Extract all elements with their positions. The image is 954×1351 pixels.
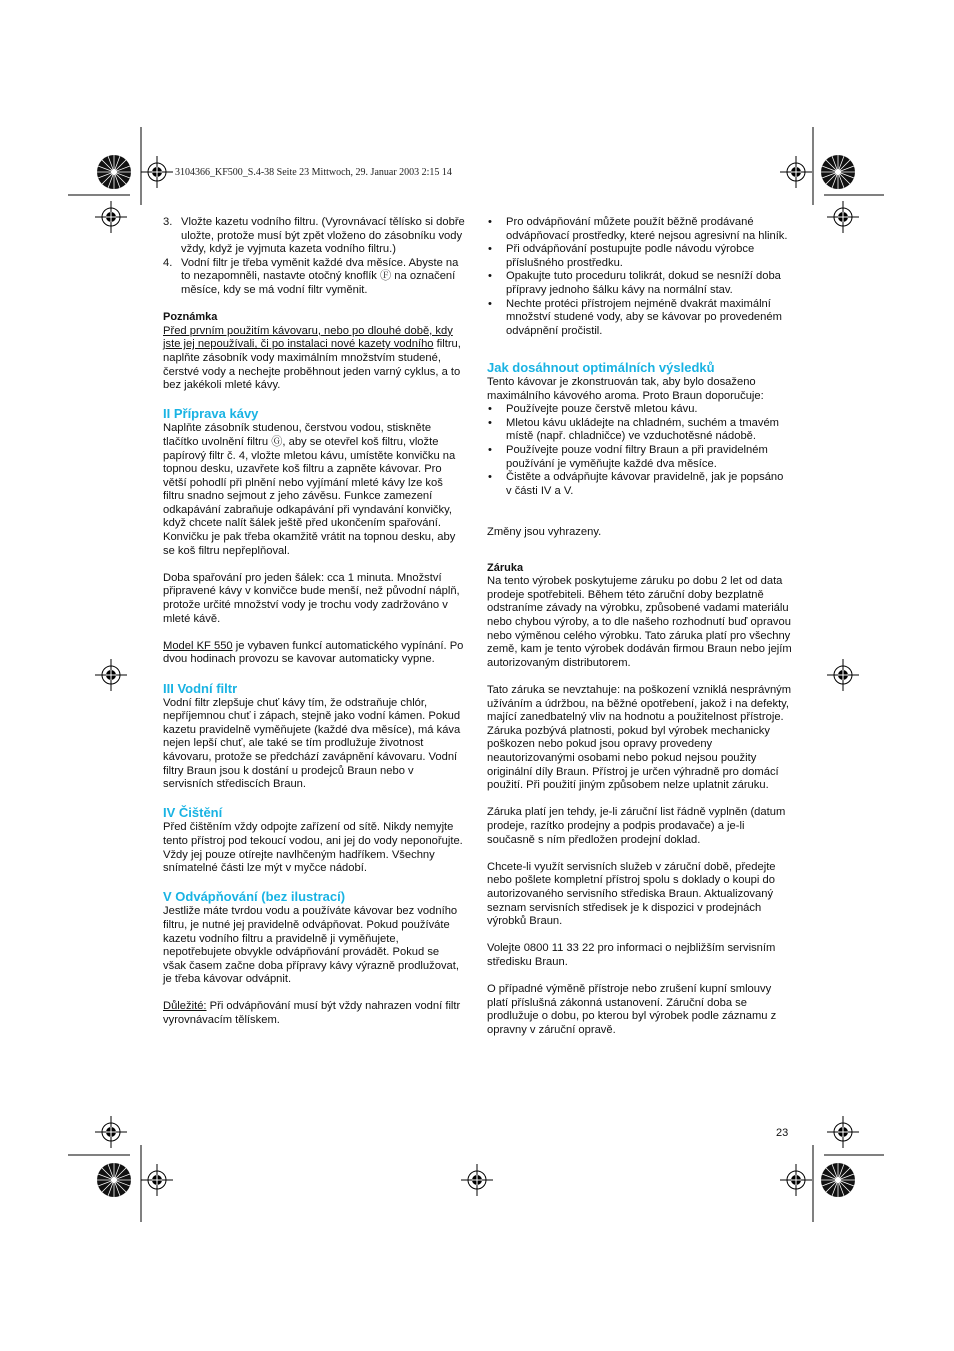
section-title: III Vodní filtr (163, 680, 238, 696)
paragraph: Naplňte zásobník studenou, čerstvou vodou, stiskněte tlačítko uvolnění filtru Ⓖ, aby se otevřel koš filtru, vložte papírový filtr č. 4, vložte mletou kávu, umístěte konvičku na topnou desku, uzavřete koš filtru a zapněte kávovar. Pro větší pohodlí při plnění nebo vyjímání mleté kávy lze koš filtru snadno sejmout z jeho závěsu. Funkce zamezení odkapávání zabraňuje odkapávání při vyndavání konvičky, když chcete nalít šálek ještě před ukončením spařování. Konvičku je pak třeba okamžitě vrátit na topnou desku, aby se koš filtru nepřeplňoval. (163, 422, 456, 557)
section-title: Jak dosáhnout optimálních výsledků (487, 359, 715, 375)
paragraph: O případné výměně přístroje nebo zrušení kupní smlouvy platí příslušná zákonná ustanovení. Záruční doba se prodlužuje o dobu, po kterou byl výrobek podle záznamu z opravny v záruční opravě. (487, 983, 777, 1036)
page-number: 23 (776, 1127, 789, 1139)
paragraph: Tato záruka se nevztahuje: na poškození vzniklá nesprávným užíváním a údržbou, na běžné opotřebení, jakož i na defekty, mající zanedbatelný vliv na hodnotu a použitelnost přístroje. Záruka pozbývá platnosti, pokud byl výrobek mechanicky poškozen nebo pokud jsou opravy provedeny neautorizovanými osobami nebo pokud nejsou použity originální díly Braun. Přístroj je určen výhradně pro domácí použití. Při použití jiným způsobem nelze uplatnit záruku. (487, 684, 792, 792)
note-text: Před prvním použitím kávovaru, nebo po dlouhé době, kdy jste jej nepoužívali, či po instalaci nové kazety vodního filtru, naplňte zásobník vody maximálním množstvím studené, čerstvé vody a nechejte proběhnout jeden varný cyklus, a to bez jakékoli mleté kávy. (163, 324, 461, 392)
left-column (163, 216, 465, 1028)
list-item: • Nechte protéci přístrojem nejméně dvakrát maximální množství studené vody, aby se kávovar po provedeném odvápnění pročistil. (488, 297, 782, 337)
list-item: 4. Vodní filtr je třeba vyměnit každé dva měsíce. Abyste na to nezapomněli, nastavte otočný knoflík Ⓕ na označení měsíce, kdy se má vodní filtr vyměnit. (163, 256, 459, 296)
section-title: II Příprava kávy (163, 406, 259, 422)
print-slug: 3104366_KF500_S.4-38 Seite 23 Mittwoch, 29. Januar 2003 2:15 14 (175, 167, 452, 178)
tips-list (487, 403, 792, 498)
warranty-title: Záruka (487, 561, 524, 574)
list-item: • Pro odvápňování můžete použít běžně prodávané odvápňovací prostředky, které nejsou agresivní na hliník. (488, 216, 788, 242)
paragraph: Jestliže máte tvrdou vodu a používáte kávovar bez vodního filtru, je nutné jej pravidelně odvápňovat. Pokud používáte kazetu vodního filtru a pravidelně ji vyměňujete, nepotřebujete obvykle odvápňování provádět. Pokud se však časem začne doba přípravy kávy výrazně prodlužovat, je třeba kávovar odvápnit. (163, 905, 459, 986)
list-item: • Používejte pouze vodní filtry Braun a při pravidelném používání je vyměňujte každé dva měsíce. (488, 443, 768, 470)
changes-note: Změny jsou vyhrazeny. (487, 526, 602, 539)
paragraph: Chcete-li využít servisních služeb v záruční době, předejte nebo pošlete kompletní přístroj spolu s doklady o koupi do autorizovaného servisního střediska Braun. Aktualizovaný seznam servisních středisek je k dispozici v prodejnách výrobků Braun. (487, 860, 776, 928)
list-item: 3. Vložte kazetu vodního filtru. (Vyrovnávací tělísko si dobře uložte, protože musí být zpět vloženo do zásobníku vody vždy, když je vyjmuta kazeta vodního filtru.) (163, 216, 465, 256)
list-item: • Opakujte tuto proceduru tolikrát, dokud se nesníží doba přípravy jednoho šálku kávy na normální stav. (488, 270, 781, 296)
paragraph: Před čištěním vždy odpojte zařízení od sítě. Nikdy nemyjte tento přístroj pod tekoucí vodou, ani jej do vody neponořujte. Vždy jej pouze otírejte navlhčeným hadříkem. Všechny snímatelné části lze mýt v myčce nádobí. (163, 821, 463, 875)
paragraph: Volejte 0800 11 33 22 pro informaci o nejbližším servisním středisku Braun. (487, 942, 776, 968)
important-note: Důležité: Při odvápňování musí být vždy nahrazen vodní filtr vyrovnávacím tělískem. (163, 1000, 461, 1027)
paragraph: Vodní filtr zlepšuje chuť kávy tím, že odstraňuje chlór, nepříjemnou chuť i zápach, stejně jako vodní kámen. Pokud kazetu pravidelně vyměňujete (každé dva měsíce), má káva nejen lepší chuť, ale také se tím prodlužuje životnost kávovaru, protože se předchází zavápnění kávovaru. Vodní filtry Braun jsou k dostání u prodejců Braun nebo v servisních střediscích Braun. (163, 696, 461, 791)
paragraph: Doba spařování pro jeden šálek: cca 1 minuta. Množství připravené kávy v konvičce bude menší, než původní náplň, protože určité množství vody je trochu vody zadržováno v mleté kávě. (163, 571, 460, 625)
paragraph: Záruka platí jen tehdy, je-li záruční list řádně vyplněn (datum prodeje, razítko prodejny a podpis prodavače) a je-li současně s ním předložen prodejní doklad. (487, 806, 786, 846)
note-title: Poznámka (163, 311, 218, 324)
list-item: • Čistěte a odvápňujte kávovar pravidelně, jak je popsáno v části IV a V. (488, 471, 784, 497)
paragraph: Model KF 550 je vybaven funkcí automatického vypínání. Po dvou hodinach provozu se kavovar automaticky vypne. (163, 639, 464, 666)
paragraph: Na tento výrobek poskytujeme záruku po dobu 2 let od data prodeje spotřebiteli. Během této záruční doby bezplatně odstraníme závady na výrobku, způsobené vadami materiálu nebo chybou výroby, a to dle našeho rozhodnutí buď opravou nebo výměnou celého výrobku. Tato záruka platí pro všechny země, kam je tento výrobek dodáván firmou Braun nebo jejím autorizovaným distributorem. (487, 575, 792, 669)
list-item: • Mletou kávu ukládejte na chladném, suchém a tmavém místě (např. chladničce) ve vzduchotěsné nádobě. (488, 416, 779, 443)
list-item: • Při odvápňování postupujte podle návodu výrobce příslušného prostředku. (488, 243, 755, 269)
steps-list (163, 216, 465, 298)
right-column (487, 216, 792, 1037)
section-title: V Odvápňování (bez ilustrací) (163, 889, 346, 905)
list-item: • Používejte pouze čerstvě mletou kávu. (488, 403, 698, 416)
section-title: IV Čištění (163, 805, 223, 821)
paragraph: Tento kávovar je zkonstruován tak, aby bylo dosaženo maximálního kávového aroma. Proto Braun doporučuje: (487, 375, 764, 402)
descaling-list (487, 216, 792, 338)
